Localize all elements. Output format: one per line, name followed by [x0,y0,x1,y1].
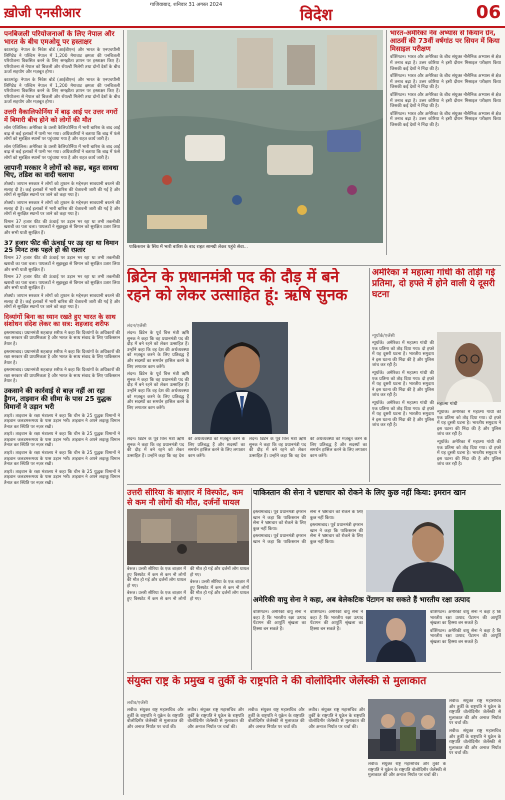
gandhi-byline: न्यूयॉर्क/एजेंसी [372,334,395,339]
section-rule [127,672,501,673]
imran-article-col [253,510,363,592]
airforce-article [253,610,363,634]
sunak-headline: ब्रिटेन के प्रधानमंत्री पद की दौड़ में बने रहने को लेकर उत्साहित हूं: ऋषि सुनक [127,268,348,304]
left-column [4,30,120,795]
syria-article [127,567,249,604]
section-title: विदेश [300,5,333,24]
article-text: लवीव। संयुक्त राष्ट्र महासचिव और तुर्की के राष्ट्रपति ने यूक्रेन के राष्ट्रपति वोलोदिमीर जेलेंस्की से मुलाकात की और अनाज निर्यात पर चर्चा की। [449,699,501,727]
article-text: ताइपे। ताइवान के रक्षा मंत्रालय ने कहा कि चीन के 25 युद्धक विमानों ने ताइवान जलडमरूमध्य के पास उड़ान भरी। ताइवान ने अपने लड़ाकू विमान तैनात कर स्थिति पर नज़र रखी। [4,451,120,468]
article-text: लवीव। संयुक्त राष्ट्र महासचिव और तुर्की के राष्ट्रपति ने यूक्रेन के राष्ट्रपति वोलोदिमीर जेलेंस्की से मुलाकात की और अनाज निर्यात पर चर्चा की। [127,708,184,730]
un-headline-block [127,675,501,697]
article-text: वॉशिंगटन। अमेरिकी वायु सेना ने कहा है कि भारतीय रक्षा उत्पाद पेंटागन की आपूर्ति श्रृंखला का हिस्सा बन सकते हैं। [430,628,501,645]
sunak-photo [192,322,288,434]
un-article-col-2 [368,762,446,795]
article-text: काठमांडू। नेपाल के निवेश बोर्ड (आईबीएन) और भारत के एनएचपीसी लिमिटेड ने पश्चिम नेपाल में 1,200 मेगावाट क्षमता की पनबिजली परियोजना विकसित करने के लिए समझौता ज्ञापन पर हस्ताक्षर किए हैं। परियोजना से नेपाल को बिजली और रॉयल्टी मिलेगी तथा दोनों देशों के बीच ऊर्जा सहयोग और मज़बूत होगा। [4,48,120,76]
article-text: तोक्यो। जापान सरकार ने लोगों को तूफान के मद्देनज़र सावधानी बरतने की सलाह दी है। कई इलाकों में भारी बारिश की चेतावनी जारी की गई है और लोगों से सुरक्षित स्थानों पर जाने को कहा गया है। [4,182,120,199]
article-text: वॉशिंगटन। अमेरिकी वायु सेना ने कहा है कि भारतीय रक्षा उत्पाद पेंटागन की आपूर्ति श्रृंखला का हिस्सा बन सकते हैं। [430,610,501,627]
column-rule [369,268,370,482]
article-text: लंदन। ब्रिटेन के पूर्व वित्त मंत्री ऋषि सुनक ने कहा कि वह प्रधानमंत्री पद की दौड़ में बने रहने को लेकर उत्साहित हैं। उन्होंने कहा कि वह देश की अर्थव्यवस्था को मज़बूत करने के लिए प्रतिबद्ध हैं और सदस्यों का समर्थन हासिल करने के लिए लगातार काम करेंगे। [127,437,245,459]
article-text: वॉशिंगटन। अमेरिकी वायु सेना ने कहा है कि भारतीय रक्षा उत्पाद पेंटागन की आपूर्ति श्रृंखला का हिस्सा बन सकते हैं। [310,610,363,632]
article-text: विमान 37 हजार फीट की ऊंचाई पर उड़ान भर रहा था तभी तकनीकी खराबी का पता चला। पायलटों ने सूझबूझ से विमान को सुरक्षित उतार लिया और सभी यात्री सुरक्षित हैं। [4,256,120,273]
imran-portrait [366,510,501,592]
article-text: वॉशिंगटन। भारत और अमेरिका के बीच संयुक्त नौसैनिक अभ्यास से क्षेत्र में तनाव बढ़ा है। उत्तर कोरिया ने इसी दौरान मिसाइल परीक्षण किया जिसकी कई देशों ने निंदा की है। [390,93,501,110]
un-headline: संयुक्त राष्ट्र के प्रमुख व तुर्की के राष्ट्रपति ने की वोलोदिमीर जेलेंस्की से मुलाकात [127,675,427,687]
article-text: ताइपे। ताइवान के रक्षा मंत्रालय ने कहा कि चीन के 25 युद्धक विमानों ने ताइवान जलडमरूमध्य के पास उड़ान भरी। ताइवान ने अपने लड़ाकू विमान तैनात कर स्थिति पर नज़र रखी। [4,432,120,449]
article-text: न्यूयॉर्क। अमेरिका में महात्मा गांधी की एक प्रतिमा को तोड़ दिया गया। दो हफ्ते में यह दूसरी घटना है। भारतीय समुदाय ने इस घटना की निंदा की है और पुलिस जांच कर रही है। [372,370,434,399]
left-article-4 [4,256,120,310]
column-rule [386,30,387,255]
left-article-2 [4,126,120,162]
left-article-3 [4,182,120,236]
article-text: वॉशिंगटन। भारत और अमेरिका के बीच संयुक्त नौसैनिक अभ्यास से क्षेत्र में तनाव बढ़ा है। उत्तर कोरिया ने इसी दौरान मिसाइल परीक्षण किया जिसकी कई देशों ने निंदा की है। [390,111,501,128]
syria-photo [127,509,249,565]
un-byline: लवीव/एजेंसी [127,701,148,706]
article-text: लॉस एंजिलिस। अमेरिका के उत्तरी कैलिफोर्निया में भारी बारिश के बाद आई बाढ़ से कई इलाकों में पानी भर गया। अधिकारियों ने बताया कि बाढ़ में फंसे लोगों को सुरक्षित स्थानों पर पहुंचाया गया है और राहत कार्य जारी है। [4,144,120,161]
issue-info: गाजियाबाद, शनिवार 31 अगस्त 2024 [150,2,223,8]
un-photo-image [368,699,446,759]
article-text: लवीव। संयुक्त राष्ट्र महासचिव और तुर्की के राष्ट्रपति ने यूक्रेन के राष्ट्रपति वोलोदिमीर जेलेंस्की से मुलाकात की और अनाज निर्यात पर चर्चा की। [368,762,446,779]
article-text: विमान 37 हजार फीट की ऊंचाई पर उड़ान भर रहा था तभी तकनीकी खराबी का पता चला। पायलटों ने सूझबूझ से विमान को सुरक्षित उतार लिया और सभी यात्री सुरक्षित हैं। [4,219,120,236]
left-headline-2: उत्तरी वैकालिफोर्निया में बाढ़ आई पर उत्तर नगरों में बिमारी बीच होने को लोगों की मौत [4,108,118,124]
article-text: इस्लामाबाद। प्रधानमंत्री शहबाज़ शरीफ ने कहा कि दिव्यांगों के अधिकारों की रक्षा सरकार की प्राथमिकता है और भारत के साथ संवाद के लिए पाकिस्तान तैयार है। [4,330,120,347]
syria-photo-image [127,509,249,565]
masthead [0,0,505,28]
left-article-5 [4,331,120,385]
syria-story [127,488,249,668]
syria-headline: उत्तरी सीरिया के बाज़ार में विस्फोट, कम से कम नौ लोगों की मौत, दर्जनों घायल [127,488,244,507]
left-headline-4: 37 हजार फीट की ऊंचाई पर उड़ रहा था विमान 25 मिनट तक पहले हो की रफ़्तार [4,238,119,254]
article-text: वॉशिंगटन। भारत और अमेरिका के बीच संयुक्त नौसैनिक अभ्यास से क्षेत्र में तनाव बढ़ा है। उत्तर कोरिया ने इसी दौरान मिसाइल परीक्षण किया जिसकी कई देशों ने निंदा की है। [390,55,501,72]
airforce-article-continued [430,610,501,646]
right-headline-1: भारत-अमेरिका नेव अभ्यास से कियान ग्रेन, आठवीं की 73वीं वर्षगांठ पर सियन में किया मिसाइल परीक्षण [390,30,500,53]
article-text: ताइपे। ताइवान के रक्षा मंत्रालय ने कहा कि चीन के 25 युद्धक विमानों ने ताइवान जलडमरूमध्य के पास उड़ान भरी। ताइवान ने अपने लड़ाकू विमान तैनात कर स्थिति पर नज़र रखी। [4,469,120,487]
article-text: ताइपे। ताइवान के रक्षा मंत्रालय ने कहा कि चीन के 25 युद्धक विमानों ने ताइवान जलडमरूमध्य के पास उड़ान भरी। ताइवान ने अपने लड़ाकू विमान तैनात कर स्थिति पर नज़र रखी। [4,413,120,430]
flood-photo-caption: पाकिस्तान के सिंध में भारी बारिश के बाद राहत सामग्री लेकर पहुंचे सेवा... [127,243,383,253]
article-text: इस्लामाबाद। प्रधानमंत्री शहबाज़ शरीफ ने कहा कि दिव्यांगों के अधिकारों की रक्षा सरकार की प्राथमिकता है और भारत के साथ संवाद के लिए पाकिस्तान तैयार है। [4,368,120,385]
article-text: न्यूयॉर्क। अमेरिका में महात्मा गांधी की एक प्रतिमा को तोड़ दिया गया। दो हफ्ते में यह दूसरी घटना है। भारतीय समुदाय ने इस घटना की निंदा की है और पुलिस जांच कर रही है। [372,400,434,429]
left-article-6 [4,414,120,487]
article-text: लवीव। संयुक्त राष्ट्र महासचिव और तुर्की के राष्ट्रपति ने यूक्रेन के राष्ट्रपति वोलोदिमीर जेलेंस्की से मुलाकात की और अनाज निर्यात पर चर्चा की। [449,728,501,757]
left-article-1 [4,48,120,106]
article-text: लंदन। ब्रिटेन के पूर्व वित्त मंत्री ऋषि सुनक ने कहा कि वह प्रधानमंत्री पद की दौड़ में बने रहने को लेकर उत्साहित हैं। उन्होंने कहा कि वह देश की अर्थव्यवस्था को मज़बूत करने के लिए प्रतिबद्ध हैं और सदस्यों का समर्थन हासिल करने के लिए लगातार काम करेंगे। [127,331,189,370]
sunak-article-continued [127,437,367,460]
column-rule [251,488,252,670]
gandhi-article-continued [437,410,501,468]
article-text: तोक्यो। जापान सरकार ने लोगों को तूफान के मद्देनज़र सावधानी बरतने की सलाह दी है। कई इलाकों में भारी बारिश की चेतावनी जारी की गई है और लोगों से सुरक्षित स्थानों पर जाने को कहा गया है। [4,200,120,218]
article-text: बेरूत। उत्तरी सीरिया के एक बाज़ार में हुए विस्फोट में कम से कम नौ लोगों की मौत हो गई और दर्जनों लोग घायल हो गए। [127,567,249,602]
column-rule [123,30,124,795]
flood-photo-image [127,30,383,252]
gandhi-portrait [437,332,501,402]
imran-photo [366,510,501,592]
article-text: वॉशिंगटन। भारत और अमेरिका के बीच संयुक्त नौसैनिक अभ्यास से क्षेत्र में तनाव बढ़ा है। उत्तर कोरिया ने इसी दौरान मिसाइल परीक्षण किया जिसकी कई देशों ने निंदा की है। [390,74,501,91]
un-article-col [127,699,365,795]
article-text: काठमांडू। नेपाल के निवेश बोर्ड (आईबीएन) और भारत के एनएचपीसी लिमिटेड ने पश्चिम नेपाल में 1,200 मेगावाट क्षमता की पनबिजली परियोजना विकसित करने के लिए समझौता ज्ञापन पर हस्ताक्षर किए हैं। परियोजना से नेपाल को बिजली और रॉयल्टी मिलेगी तथा दोनों देशों के बीच ऊर्जा सहयोग और मज़बूत होगा। [4,78,120,106]
imran-headline: पाकिस्तान की सेना ने भ्रष्टाचार को रोकने के लिए कुछ नहीं किया: इमरान खान [253,488,466,497]
airforce-article-col [253,610,363,670]
flood-photo [127,30,383,252]
left-headline-5: दिव्यांगों बिना का ध्यान रखते हुए भारत के साथ संशोधन संदेश लेकर का सत्र: शहजाद शरीफ [4,312,116,329]
article-text: लवीव। संयुक्त राष्ट्र महासचिव और तुर्की के राष्ट्रपति ने यूक्रेन के राष्ट्रपति वोलोदिमीर जेलेंस्की से मुलाकात की और अनाज निर्यात पर चर्चा की। [248,708,305,730]
article-text: इस्लामाबाद। प्रधानमंत्री शहबाज़ शरीफ ने कहा कि दिव्यांगों के अधिकारों की रक्षा सरकार की प्राथमिकता है और भारत के साथ संवाद के लिए पाकिस्तान तैयार है। [4,349,120,366]
gandhi-photo [437,332,501,402]
sunak-byline: लंदन/एजेंसी [127,324,147,329]
un-photo [368,699,446,759]
gandhi-col-text [372,332,434,482]
article-text: लॉस एंजिलिस। अमेरिका के उत्तरी कैलिफोर्निया में भारी बारिश के बाद आई बाढ़ से कई इलाकों में पानी भर गया। अधिकारियों ने बताया कि बाढ़ में फंसे लोगों को सुरक्षित स्थानों पर पहुंचाया गया है और राहत कार्य जारी है। [4,125,120,143]
airforce-photo [366,610,426,662]
article-text: इस्लामाबाद। पूर्व प्रधानमंत्री इमरान खान ने कहा कि पाकिस्तान की सेना ने भ्रष्टाचार को रोकने के लिए कुछ नहीं किया। [310,523,363,545]
article-text: लवीव। संयुक्त राष्ट्र महासचिव और तुर्की के राष्ट्रपति ने यूक्रेन के राष्ट्रपति वोलोदिमीर जेलेंस्की से मुलाकात की और अनाज निर्यात पर चर्चा की। [187,708,244,730]
article-text: बेरूत। उत्तरी सीरिया के एक बाज़ार में हुए विस्फोट में कम से कम नौ लोगों की मौत हो गई और दर्जनों लोग घायल हो गए। [190,580,249,602]
article-text: न्यूयॉर्क। अमेरिका में महात्मा गांधी की एक प्रतिमा को तोड़ दिया गया। दो हफ्ते में यह दूसरी घटना है। भारतीय समुदाय ने इस घटना की निंदा की है और पुलिस जांच कर रही है। [437,439,501,468]
un-article-continued [368,762,446,779]
left-headline-3: जापानी मरकार ने लोगों को कहा, बहुत सावधा चिए, तडिश का वादी चलाया [4,163,119,180]
sunak-col-1 [127,322,189,434]
un-article-col-3 [449,699,501,795]
sunak-body-bottom [127,437,367,487]
article-text: बेरूत। उत्तरी सीरिया के एक बाज़ार में हुए विस्फोट में कम से कम नौ लोगों की मौत हो गई और दर्जनों लोग घायल हो गए। [127,567,186,589]
article-text: तोक्यो। जापान सरकार ने लोगों को तूफान के मद्देनज़र सावधानी बरतने की सलाह दी है। कई इलाकों में भारी बारिश की चेतावनी जारी की गई है और लोगों से सुरक्षित स्थानों पर जाने को कहा गया है। [4,294,120,311]
airforce-headline-block [253,595,501,609]
imran-article [253,510,363,547]
article-text: लंदन। ब्रिटेन के पूर्व वित्त मंत्री ऋषि सुनक ने कहा कि वह प्रधानमंत्री पद की दौड़ में बने रहने को लेकर उत्साहित हैं। उन्होंने कहा कि वह देश की अर्थव्यवस्था को मज़बूत करने के लिए प्रतिबद्ध हैं और सदस्यों का समर्थन हासिल करने के लिए लगातार काम करेंगे। [249,437,367,459]
section-rule [127,484,501,485]
right-column [390,30,501,255]
imran-headline-block [253,488,501,508]
article-text: लवीव। संयुक्त राष्ट्र महासचिव और तुर्की के राष्ट्रपति ने यूक्रेन के राष्ट्रपति वोलोदिमीर जेलेंस्की से मुलाकात की और अनाज निर्यात पर चर्चा की। [308,708,365,730]
right-article-1 [390,55,501,128]
un-article-continued-2 [449,699,501,757]
gandhi-headline-block [372,268,501,328]
gandhi-col-text-2 [437,410,501,482]
airforce-article-col-2 [430,610,501,670]
gandhi-headline: अमेरिका में महात्मा गांधी की तोड़ी गई प्रतिमा, दो हफ्ते में होने वाली ये दूसरी घटना [372,268,496,300]
article-text: इस्लामाबाद। पूर्व प्रधानमंत्री इमरान खान ने कहा कि पाकिस्तान की सेना ने भ्रष्टाचार को रोकने के लिए कुछ नहीं किया। [253,510,306,532]
article-text: वॉशिंगटन। अमेरिकी वायु सेना ने कहा है कि भारतीय रक्षा उत्पाद पेंटागन की आपूर्ति श्रृंखला का हिस्सा बन सकते हैं। [253,610,306,632]
left-headline-6: उकसाने की कार्रवाई से बाज़ नहीं आ रहा ड्रैगन, ताइवान की सीमा के पास 25 युद्धक विमानों ने उड़ान भरी [4,387,112,411]
article-text: लंदन। ब्रिटेन के पूर्व वित्त मंत्री ऋषि सुनक ने कहा कि वह प्रधानमंत्री पद की दौड़ में बने रहने को लेकर उत्साहित हैं। उन्होंने कहा कि वह देश की अर्थव्यवस्था को मज़बूत करने के लिए प्रतिबद्ध हैं और सदस्यों का समर्थन हासिल करने के लिए लगातार काम करेंगे। [127,372,189,411]
newspaper-brand: ख़ोजी एनसीआर [4,6,81,21]
gandhi-article [372,341,434,429]
article-text: न्यूयॉर्क। अमेरिका में महात्मा गांधी की एक प्रतिमा को तोड़ दिया गया। दो हफ्ते में यह दूसरी घटना है। भारतीय समुदाय ने इस घटना की निंदा की है और पुलिस जांच कर रही है। [437,410,501,438]
left-headline-1: पनबिजली परियोजनाओं के लिए नेपाल और भारत के बीच एमओयू पर हस्ताक्षर [4,30,115,47]
gandhi-photo-caption: महात्मा गांधी [437,402,501,408]
page-number: 06 [475,2,501,23]
article-text: विमान 37 हजार फीट की ऊंचाई पर उड़ान भर रहा था तभी तकनीकी खराबी का पता चला। पायलटों ने सूझबूझ से विमान को सुरक्षित उतार लिया और सभी यात्री सुरक्षित हैं। [4,275,120,292]
airforce-headline: अमेरिकी वायु सेना ने कहा, अब बेलेकटिक पेंटागन का सकते हैं भारतीय रक्षा उत्पाद [253,595,470,604]
airforce-portrait [366,610,426,662]
section-rule [127,265,501,266]
sunak-headline-block [127,268,367,318]
sunak-article-text [127,331,189,411]
article-text: न्यूयॉर्क। अमेरिका में महात्मा गांधी की एक प्रतिमा को तोड़ दिया गया। दो हफ्ते में यह दूसरी घटना है। भारतीय समुदाय ने इस घटना की निंदा की है और पुलिस जांच कर रही है। [372,341,434,369]
sunak-portrait [192,322,288,434]
un-article [127,708,365,732]
article-text: इस्लामाबाद। पूर्व प्रधानमंत्री इमरान खान ने कहा कि पाकिस्तान की सेना ने भ्रष्टाचार को रोकने के लिए कुछ नहीं किया। [253,510,363,545]
